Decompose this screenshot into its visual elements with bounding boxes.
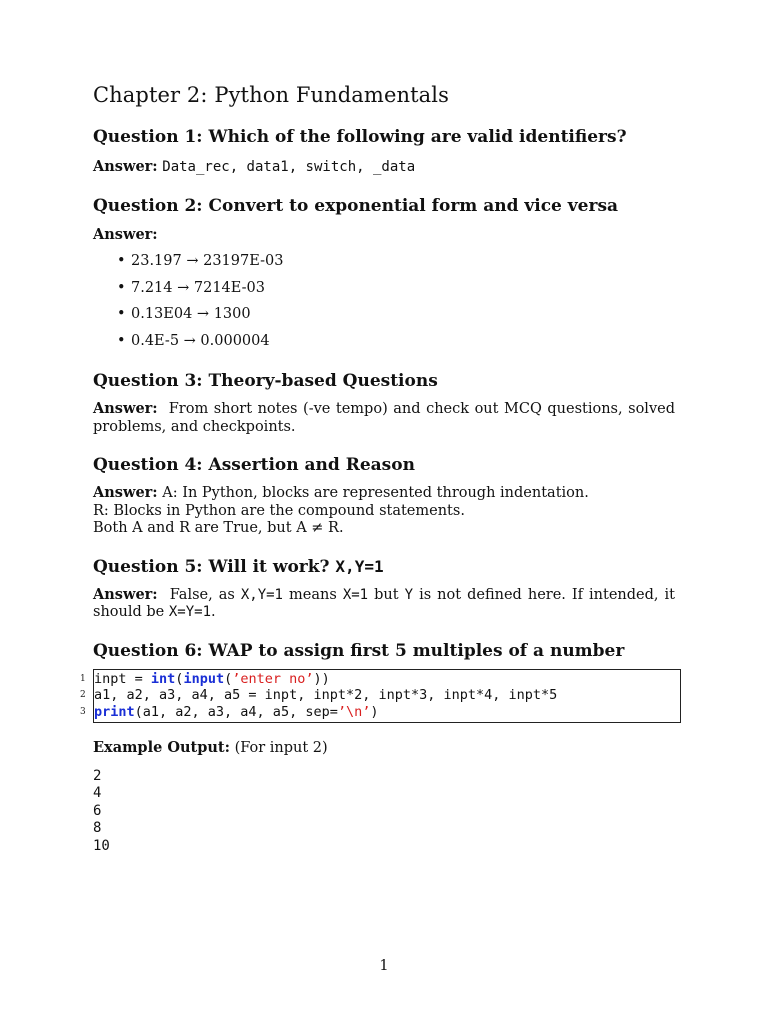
question-6-heading: Question 6: WAP to assign first 5 multiples of a number [93,640,625,661]
conclusion-line: Both A and R are True, but A ≠ R. [93,520,344,536]
bullet-icon: • [117,332,126,349]
question-2-heading: Question 2: Convert to exponential form and vice versa [93,195,619,216]
list-item: • 23.197 → 23197E-03 [117,253,284,269]
assertion-line: A: In Python, blocks are represented through indentation. [162,485,589,501]
reason-line: R: Blocks in Python are the compound statements. [93,502,465,519]
answer-label: Answer: [93,585,158,603]
code-line: 1 inpt = int(input(’enter no’)) [80,670,330,687]
bullet-icon: • [117,306,126,322]
output-line: 6 [93,802,102,819]
question-5-answer: Answer: False, as X,Y=1 means X=1 but Y is not defined here. If intended, it should be X=Y=1. [93,585,675,620]
line-number: 3 [80,706,86,717]
conversion-list [93,253,675,350]
answer-label: Answer: [93,158,158,175]
example-output [93,768,675,856]
answer-label: Answer: [93,400,158,417]
answer-label: Answer: [93,225,158,243]
chapter-title: Chapter 2: Python Fundamentals [93,83,449,107]
question-2-answer [93,226,675,245]
code-line: 2 a1, a2, a3, a4, a5 = inpt, inpt*2, inpt*3, inpt*4, inpt*5 [80,687,558,703]
identifiers-list: Data_rec, data1, switch, _data [162,159,416,175]
answer-label: Answer: [93,484,158,501]
output-line: 8 [93,820,102,836]
list-item: • 7.214 → 7214E-03 [117,279,265,296]
question-1-answer [93,158,675,177]
page-number: 1 [379,958,389,974]
question-3-heading: Question 3: Theory-based Questions [93,371,438,391]
code-line: 3 print(a1, a2, a3, a4, a5, sep=’\n’) [80,703,379,720]
code-listing [80,669,681,724]
bullet-icon: • [117,253,126,269]
question-4-heading: Question 4: Assertion and Reason [93,455,415,475]
heading-code: X,Y=1 [335,556,384,576]
question-4-answer [93,484,675,538]
question-3-answer: Answer: From short notes (-ve tempo) and check out MCQ questions, solved problems, and checkpoints. [93,400,676,435]
question-1-heading: Question 1: Which of the following are valid identifiers? [93,127,627,147]
output-line: 2 [93,767,102,784]
example-output-label: Example Output: [93,739,230,756]
line-number: 2 [80,690,86,700]
example-output-caption: Example Output: (For input 2) [93,739,328,756]
document-page [80,80,676,855]
list-item: • 0.4E-5 → 0.000004 [117,332,270,349]
bullet-icon: • [117,279,126,296]
output-line: 4 [93,785,102,801]
line-number: 1 [80,673,86,684]
list-item: • 0.13E04 → 1300 [117,306,251,322]
question-5-heading: Question 5: Will it work? X,Y=1 [93,556,384,577]
output-line: 10 [93,837,110,854]
